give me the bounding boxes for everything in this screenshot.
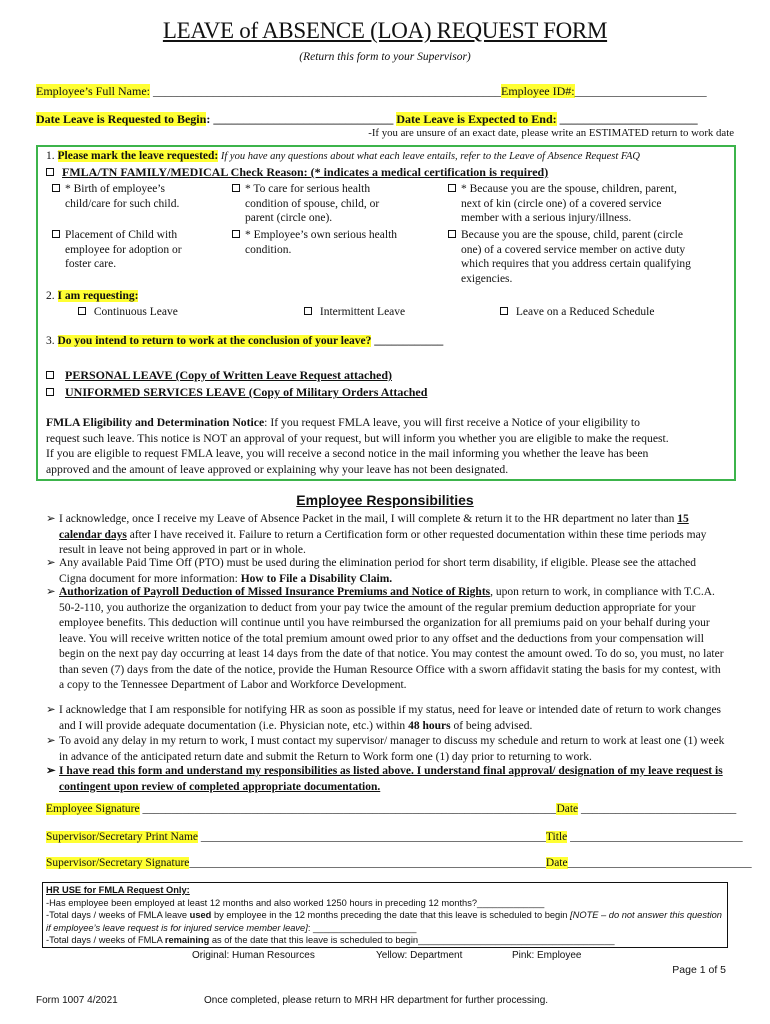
military-leave-checkbox[interactable] <box>46 388 54 396</box>
faq-note: If you have any questions about what each leave entails, refer to the Leave of Absence Request FAQ <box>218 151 640 162</box>
leave-requested-heading: Please mark the leave requested: <box>57 150 219 162</box>
return-instruction: Once completed, please return to MRH HR department for further processing. <box>204 995 549 1006</box>
military-leave-row: UNIFORMED SERVICES LEAVE (Copy of Military Orders Attached <box>46 385 427 400</box>
section-2-heading: 2. I am requesting: <box>46 290 139 302</box>
return-question: Do you intend to return to work at the conclusion of your leave? <box>57 335 372 347</box>
intermittent-option[interactable]: Intermittent Leave <box>304 305 405 320</box>
placement-checkbox[interactable] <box>52 230 60 238</box>
reduced-schedule-option[interactable]: Leave on a Reduced Schedule <box>500 305 654 320</box>
personal-leave-row: PERSONAL LEAVE (Copy of Written Leave Request attached) <box>46 368 392 383</box>
form-number: Form 1007 4/2021 <box>36 995 118 1006</box>
end-date-label: Date Leave is Expected to End: <box>396 112 557 126</box>
responsibility-3: ➢ Authorization of Payroll Deduction of Missed Insurance Premiums and Notice of Rights, upon return to work, in compliance with T.C.A. 50-2-110, you authorize the organization to deduct from your pay twice the amount of the regular premium deduction appropriate for your employee benefits. This deduction will continue until you have reimbursed the organization for all premiums paid on your behalf during your leave. You will receive written notice of the total premium amount owed prior to any offset and the deductions from your compensation will begin on the next pay day occurring at least 14 days from the date of that notice. You may contest the amount owed. To do so, you must, no later than seven (7) days from the date of the notice, provide the Human Resource Office with a sworn affidavit stating the basis for my contest, with a copy to the Tennessee Department of Labor and Workforce Development. <box>46 586 724 691</box>
begin-date-field[interactable]: : ______________________________ <box>206 112 394 126</box>
reason-exigency: Because you are the spouse, child, parent (circle one) of a covered service member on active duty which requires that you address certain qualifying exigencies. <box>448 228 691 286</box>
reason-military-caregiver: * Because you are the spouse, children, parent, next of kin (circle one) of a covered service member with a serious injury/illness. <box>448 182 677 226</box>
responsibility-4: ➢ I acknowledge that I am responsible for notifying HR as soon as possible if my status, need for leave or intended date of return to work changes and I will provide adequate documentation (i.e. Physician note, etc.) within 48 hours of being advised. <box>46 704 722 732</box>
page-number: Page 1 of 5 <box>672 964 726 976</box>
care-checkbox[interactable] <box>232 184 240 192</box>
continuous-checkbox[interactable] <box>78 307 86 315</box>
reduced-checkbox[interactable] <box>500 307 508 315</box>
responsibility-1: ➢ I acknowledge, once I receive my Leave of Absence Packet in the mail, I will complete & return it to the HR department no later than 15 calendar days after I have received it. Failure to return a Certification form or other requested documentation within these time periods may result in leave not being approved in part or in whole. <box>46 513 707 556</box>
full-name-label: Employee’s Full Name: <box>36 84 150 98</box>
begin-date-label: Date Leave is Requested to Begin <box>36 112 207 126</box>
supervisor-print-row: Supervisor/Secretary Print Name ____________________________________________________________Title ______________________________ <box>46 831 743 843</box>
hr-use-line-3: -Total days / weeks of FMLA remaining as of the date that this leave is scheduled to begin______________________________________ <box>46 935 615 946</box>
reason-birth: * Birth of employee’s child/care for such child. <box>52 182 179 211</box>
copy-original: Original: Human Resources <box>192 950 315 961</box>
return-answer-field[interactable]: ____________ <box>371 335 444 347</box>
full-name-field[interactable]: __________________________________________________________ <box>149 84 501 98</box>
reason-care: * To care for serious health condition of spouse, child, or parent (circle one). <box>232 182 379 226</box>
fmla-reason-row <box>46 165 548 180</box>
form-title: LEAVE of ABSENCE (LOA) REQUEST FORM <box>162 18 608 43</box>
own-health-checkbox[interactable] <box>232 230 240 238</box>
fmla-reason-label: FMLA/TN FAMILY/MEDICAL Check Reason: (* indicates a medical certification is required) <box>62 165 549 179</box>
employee-signature-row: Employee Signature ________________________________________________________________________Date ___________________________ <box>46 803 737 815</box>
supervisor-title-field[interactable]: ______________________________ <box>567 831 743 843</box>
supervisor-signature-row: Supervisor/Secretary Signature______________________________________________________________Date________________________________ <box>46 857 752 869</box>
estimate-note: -If you are unsure of an exact date, please write an ESTIMATED return to work date <box>368 127 734 139</box>
employee-id-field[interactable]: ______________________ <box>574 84 707 98</box>
hr-use-heading: HR USE for FMLA Request Only: <box>46 885 190 895</box>
dates-row <box>36 112 698 127</box>
copy-pink: Pink: Employee <box>512 950 582 961</box>
end-date-field[interactable]: _______________________ <box>556 112 698 126</box>
reason-own-health: * Employee’s own serious health condition. <box>232 228 397 257</box>
hr-use-box <box>42 882 728 948</box>
fmla-checkbox[interactable] <box>46 168 54 176</box>
continuous-option[interactable]: Continuous Leave <box>78 305 178 320</box>
responsibilities-heading: Employee Responsibilities <box>296 492 474 508</box>
fmla-notice: FMLA Eligibility and Determination Notice: If you request FMLA leave, you will first receive a Notice of your eligibility to request such leave. This notice is NOT an approval of your request, but will inform you whether you are eligible to make the request. If you are eligible to request FMLA leave, you will receive a second notice in the mail informing you whether the leave has been approved and the amount of leave approved or explaining why your leave has not been designated. <box>46 416 669 476</box>
employee-date-field[interactable]: ___________________________ <box>578 803 737 815</box>
reason-placement: Placement of Child with employee for adoption or foster care. <box>52 228 182 272</box>
intermittent-checkbox[interactable] <box>304 307 312 315</box>
responsibility-5: ➢ To avoid any delay in my return to work, I must contact my supervisor/ manager to discuss my schedule and return to work at least one (1) week in advance of the anticipated return date and submit the Return to Work form one (1) day prior to returning to work. <box>46 735 725 763</box>
supervisor-date-field[interactable]: ________________________________ <box>567 857 752 869</box>
military-caregiver-checkbox[interactable] <box>448 184 456 192</box>
form-subtitle: (Return this form to your Supervisor) <box>299 51 471 63</box>
responsibility-6: ➢ I have read this form and understand my responsibilities as listed above. I understand final approval/ designation of my leave request is contingent upon review of completed appropriate documentation. <box>46 765 723 793</box>
section-3-row: 3. Do you intend to return to work at the conclusion of your leave? ____________ <box>46 335 444 347</box>
employee-id-label: Employee ID#: <box>500 84 575 98</box>
section-1-heading: 1. Please mark the leave requested: If you have any questions about what each leave entails, refer to the Leave of Absence Request FAQ <box>46 150 640 162</box>
full-name-row <box>36 84 707 99</box>
responsibility-2: ➢ Any available Paid Time Off (PTO) must be used during the elimination period for short term disability, if eligible. Please see the attached Cigna document for more information: How to File a Disability Claim. <box>46 557 696 585</box>
supervisor-signature-field[interactable]: ______________________________________________________________ <box>189 857 546 869</box>
birth-checkbox[interactable] <box>52 184 60 192</box>
hr-use-line-2: -Total days / weeks of FMLA leave used by employee in the 12 months preceding the date that this leave is scheduled to begin [NOTE – do not answer this question if employee’s leave request is for injured service member leave]: ____________________ <box>46 910 722 933</box>
hr-use-line-1: -Has employee been employed at least 12 months and also worked 1250 hours in preceding 12 months?_____________ <box>46 897 545 908</box>
supervisor-print-field[interactable]: ____________________________________________________________ <box>198 831 546 843</box>
employee-signature-field[interactable]: ________________________________________________________________________ <box>139 803 557 815</box>
exigency-checkbox[interactable] <box>448 230 456 238</box>
copy-yellow: Yellow: Department <box>376 950 463 961</box>
personal-leave-checkbox[interactable] <box>46 371 54 379</box>
